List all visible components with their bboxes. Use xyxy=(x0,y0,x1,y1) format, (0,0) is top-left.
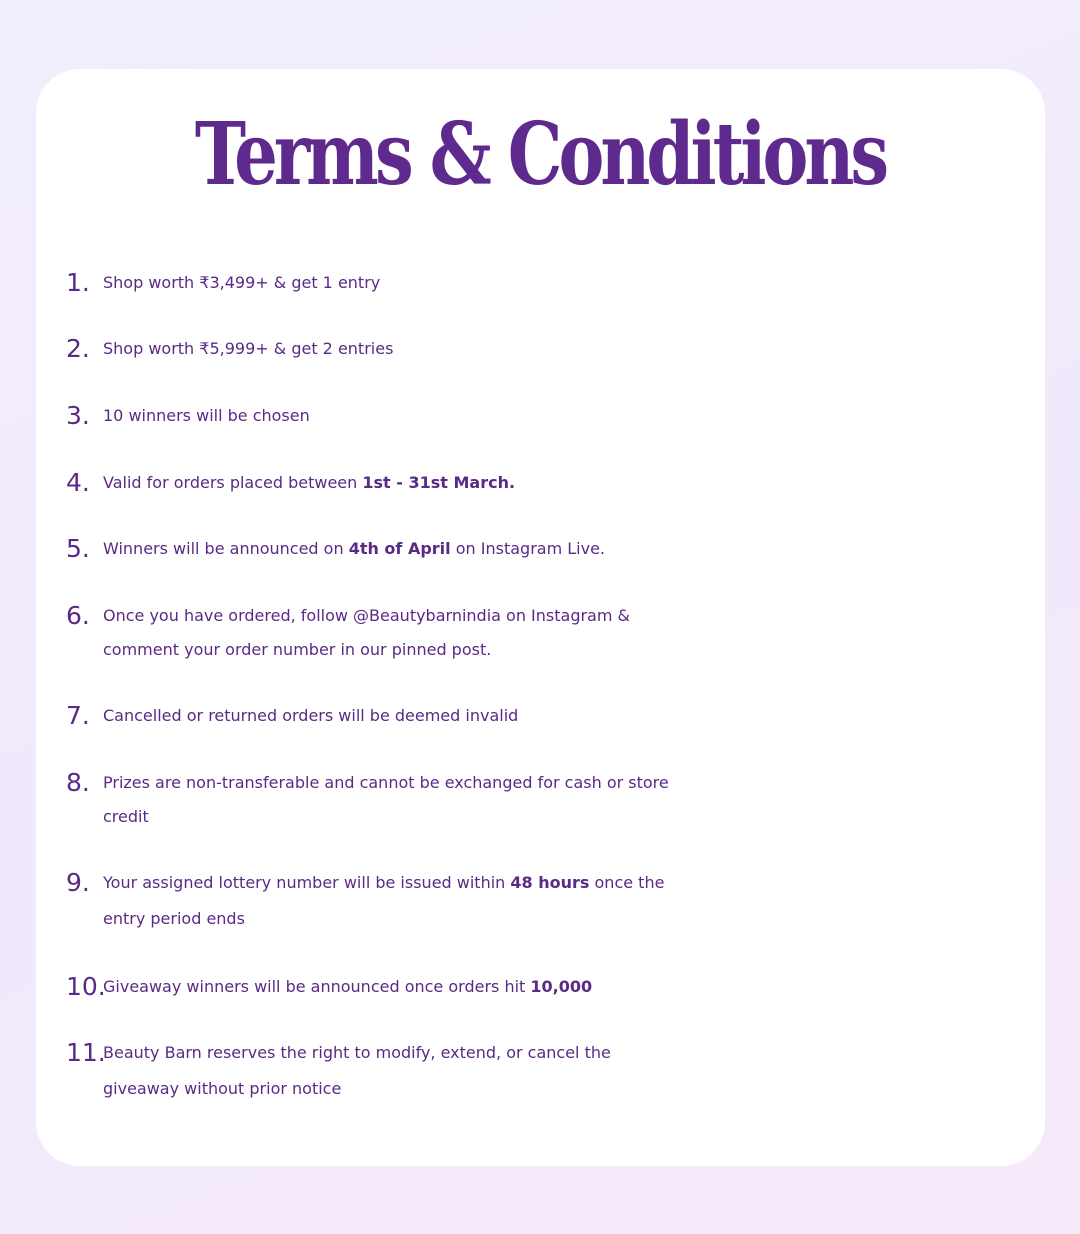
item-text: Prizes are non-transferable and cannot be exchanged for cash or store credit xyxy=(103,773,669,826)
item-number: 6. xyxy=(66,601,90,630)
item-number: 2. xyxy=(66,334,90,363)
highlight-order-count: 10,000 xyxy=(530,977,593,996)
item-text: Your assigned lottery number will be issued within 48 hours once the entry period ends xyxy=(103,873,665,928)
item-number: 4. xyxy=(66,468,90,497)
item-number: 10. xyxy=(66,972,106,1001)
highlight-announce-date: 4th of April xyxy=(348,539,451,558)
item-text: Cancelled or returned orders will be deemed invalid xyxy=(103,706,519,725)
item-number: 5. xyxy=(66,534,90,563)
item-number: 11. xyxy=(66,1038,106,1067)
item-text: Shop worth ₹5,999+ & get 2 entries xyxy=(103,339,394,358)
item-text: Valid for orders placed between 1st - 31st March. xyxy=(103,473,516,492)
item-number: 3. xyxy=(66,401,90,430)
highlight-date-range: 1st - 31st March. xyxy=(362,473,516,492)
item-text: Shop worth ₹3,499+ & get 1 entry xyxy=(103,273,381,292)
item-number: 7. xyxy=(66,701,90,730)
item-text: Giveaway winners will be announced once orders hit 10,000 xyxy=(103,977,593,996)
item-number: 1. xyxy=(66,268,90,297)
item-text: Once you have ordered, follow @Beautybarnindia on Instagram & comment your order number in our pinned post. xyxy=(103,606,631,659)
highlight-hours: 48 hours xyxy=(510,873,590,892)
item-text: Winners will be announced on 4th of April on Instagram Live. xyxy=(103,539,605,558)
item-text: Beauty Barn reserves the right to modify, extend, or cancel the giveaway without prior notice xyxy=(103,1043,611,1098)
item-text: 10 winners will be chosen xyxy=(103,406,310,425)
item-number: 8. xyxy=(66,768,90,797)
page-title: Terms & Conditions xyxy=(194,104,886,205)
item-number: 9. xyxy=(66,868,90,897)
